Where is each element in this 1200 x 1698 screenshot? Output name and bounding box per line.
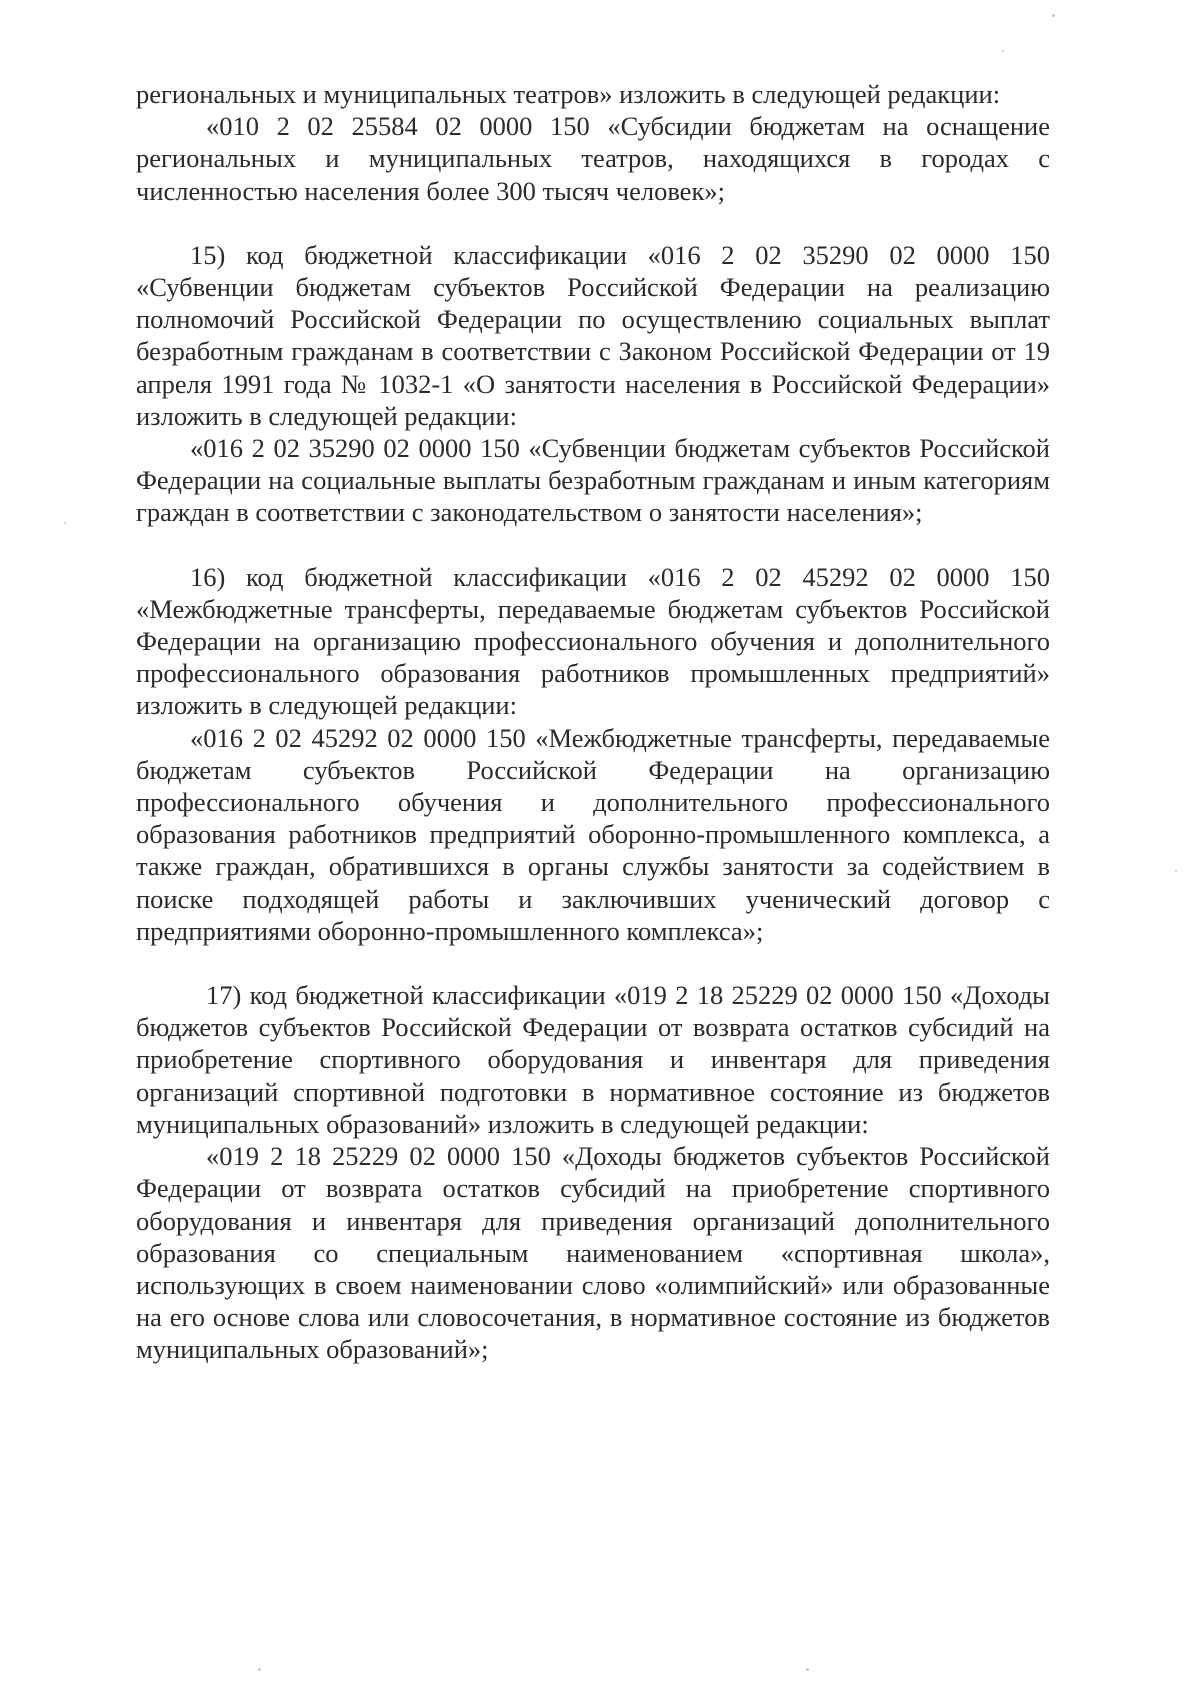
paragraph-theaters-new-wording: «010 2 02 25584 02 0000 150 «Субсидии бюджетам на оснащение региональных и муниципальных театров, находящихся в городах с численностью населения более 300 тысяч человек»; — [136, 111, 1050, 206]
paragraph-item-15-new-wording: «016 2 02 35290 02 0000 150 «Субвенции бюджетам субъектов Российской Федерации на социальные выплаты безработным гражданам и иным категориям граждан в соответствии с законодательством о занятости населения»; — [136, 433, 1050, 528]
document-body — [136, 78, 1050, 1366]
paragraph-item-17-new-wording: «019 2 18 25229 02 0000 150 «Доходы бюджетов субъектов Российской Федерации от возврата остатков субсидий на приобретение спортивного оборудования и инвентаря для приведения организаций дополнительного образования со специальным наименованием «спортивная школа», использующих в своем наименовании слово «олимпийский» или образованные на его основе слова или словосочетания, в нормативное состояние из бюджетов муниципальных образований»; — [136, 1141, 1050, 1365]
scan-dot — [1052, 14, 1055, 17]
scan-dot — [1002, 50, 1004, 52]
scan-dot — [806, 1668, 809, 1671]
paragraph-theaters-continuation: региональных и муниципальных театров» изложить в следующей редакции: — [136, 79, 1001, 109]
scan-dot — [258, 1668, 261, 1671]
paragraph-item-15: 15) код бюджетной классификации «016 2 02 35290 02 0000 150 «Субвенции бюджетам субъектов Российской Федерации на реализацию полномочий Российской Федерации по осуществлению социальных выплат безработным гражданам в соответствии с Законом Российской Федерации от 19 апреля 1991 года № 1032-1 «О занятости населения в Российской Федерации» изложить в следующей редакции: — [136, 239, 1050, 431]
paragraph-item-17: 17) код бюджетной классификации «019 2 18 25229 02 0000 150 «Доходы бюджетов субъектов Российской Федерации от возврата остатков субсидий на приобретение спортивного оборудования и инвентаря для приведения организаций спортивной подготовки в нормативное состояние из бюджетов муниципальных образований» изложить в следующей редакции: — [136, 980, 1050, 1139]
scan-dot — [64, 522, 66, 524]
scan-dot — [1175, 870, 1177, 872]
paragraph-item-16-new-wording: «016 2 02 45292 02 0000 150 «Межбюджетные трансферты, передаваемые бюджетам субъектов Российской Федерации на организацию профессионального обучения и дополнительного профессионального образования работников предприятий оборонно-промышленного комплекса, а также граждан, обратившихся в органы службы занятости за содействием в поиске подходящей работы и заключивших ученический договор с предприятиями оборонно-промышленного комплекса»; — [136, 722, 1050, 946]
paragraph-item-16: 16) код бюджетной классификации «016 2 02 45292 02 0000 150 «Межбюджетные трансферты, передаваемые бюджетам субъектов Российской Федерации на организацию профессионального обучения и дополнительного профессионального образования работников промышленных предприятий» изложить в следующей редакции: — [136, 561, 1050, 721]
